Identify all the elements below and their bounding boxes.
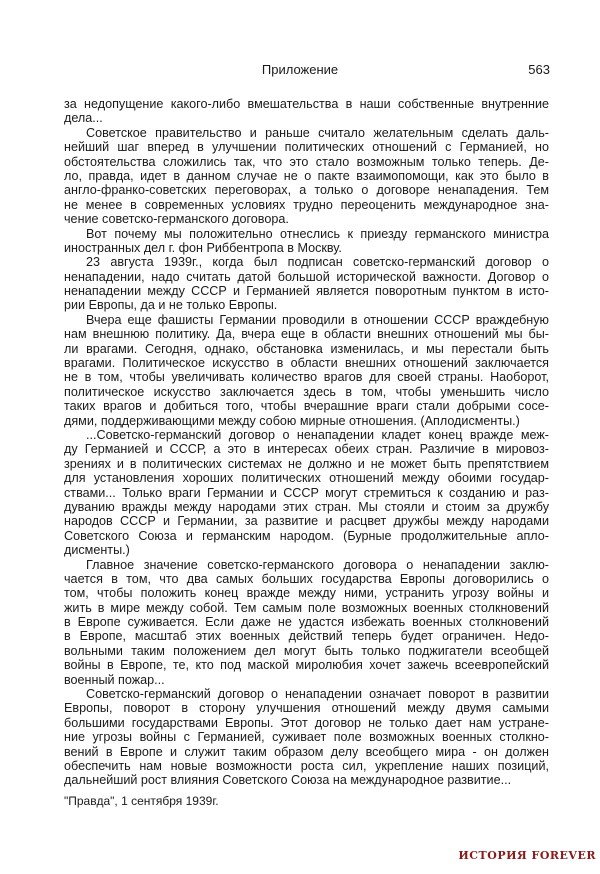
- body-text: [64, 97, 549, 788]
- page-number: 563: [528, 62, 550, 77]
- text-line: Советского Союза и германским народом. (Бурные продолжительные апло-: [64, 528, 549, 543]
- text-line: нам внешнюю политику. Да, вчера еще в области внешних отношений мы бы-: [64, 327, 549, 342]
- text-line: за недопущение какого-либо вмешательства в наши собственные внутренние: [64, 97, 549, 111]
- text-line: таких врагов и добиться того, чтобы вчерашние враги стали добрыми сосе-: [64, 399, 549, 414]
- paragraph: [64, 227, 549, 256]
- text-line: ло, правда, идет в данном случае не о пакте взаимопомощи, как это было в: [64, 168, 549, 183]
- running-header: Приложение: [261, 62, 339, 77]
- text-line: ли врагами. Сегодня, однако, обстановка изменилась, и мы перестали быть: [64, 341, 549, 356]
- text-line: вольными таким положением дел могут быть только поджигатели всеобщей: [64, 643, 549, 658]
- paragraph: [64, 428, 549, 558]
- text-line: обеспечить нам новые возможности роста сил, укрепление наших позиций,: [64, 758, 549, 773]
- text-line: политическое искусство заключается здесь в том, чтобы уменьшить число: [64, 384, 549, 399]
- text-line: иностранных дел г. фон Риббентропа в Москву.: [64, 240, 342, 255]
- text-line: ненападении, надо считать датой большой исторической важности. Договор о: [64, 269, 549, 284]
- text-line: Вчера еще фашисты Германии проводили в отношении СССР враждебную: [86, 312, 549, 327]
- text-line: обстоятельства сложились так, что это стало возможным только теперь. Де-: [64, 154, 549, 169]
- text-line: ние угрозы войны с Германией, суживает поле возможных военных столкно-: [64, 730, 549, 745]
- text-line: дисменты.): [64, 543, 130, 558]
- text-line: нейший шаг вперед в улучшении политических отношений с Германией, но: [64, 140, 549, 155]
- text-line: для установления хороших политических отношений между обоими государ-: [64, 471, 549, 486]
- paragraph: [64, 558, 549, 688]
- paragraph: [64, 97, 549, 126]
- text-line: англо-франко-советских переговорах, а только о договоре ненападения. Тем: [64, 183, 549, 198]
- text-line: Главное значение советско-германского договора о ненападении заклю-: [86, 557, 549, 572]
- text-line: ствами... Только враги Германии и СССР могут стремиться к созданию и раз-: [64, 485, 549, 500]
- text-line: 23 августа 1939г., когда был подписан советско-германский договор о: [86, 255, 549, 270]
- text-line: Советское правительство и раньше считало желательным сделать даль-: [86, 125, 549, 140]
- text-line: Вот почему мы положительно отнеслись к приезду германского министра: [86, 226, 549, 241]
- text-line: не менее в современных условиях трудно переоценить международное зна-: [64, 197, 549, 212]
- text-line: в Европе суживается. Если даже не удастся избежать военных столкновений: [64, 615, 549, 630]
- text-line: дела...: [64, 111, 103, 126]
- text-line: народов СССР и Германии, за развитие и расцвет дружбы между народами: [64, 514, 549, 529]
- text-line: чение советско-германского договора.: [64, 212, 289, 227]
- text-line: ...Советско-германский договор о ненападении кладет конец вражде меж-: [86, 427, 549, 442]
- paragraph: [64, 313, 549, 428]
- content: [64, 97, 549, 808]
- text-line: ду Германией и СССР, а это в интересах обеих стран. Различие в мировоз-: [64, 442, 549, 457]
- text-line: чается в том, что два самых больших государства Европы договорились о: [64, 571, 549, 586]
- paragraph: [64, 126, 549, 227]
- text-line: Советско-германский договор о ненападении означает поворот в развитии: [86, 687, 549, 702]
- text-line: военный пожар...: [64, 672, 165, 687]
- text-line: в Европе, масштаб этих военных действий теперь будет ограничен. Недо-: [64, 629, 549, 644]
- paragraph: [64, 255, 549, 313]
- text-line: рии Европы, да и не только Европы.: [64, 298, 278, 313]
- text-line: зрениях и в политических системах не должно и не может быть препятствием: [64, 456, 549, 471]
- text-line: не в том, чтобы увеличивать количество врагов для своей страны. Наоборот,: [64, 370, 549, 385]
- text-line: ненападении между СССР и Германией является поворотным пунктом в исто-: [64, 284, 549, 299]
- watermark-logo: ИСТОРИЯ FOREVER: [458, 849, 596, 862]
- text-line: войны в Европе, те, кто под маской миролюбия хочет зажечь всеевропейский: [64, 658, 549, 673]
- text-line: большими государствами Европы. Этот договор не только дает нам устране-: [64, 715, 549, 730]
- text-line: Европы, поворот в сторону улучшения отношений между двумя самыми: [64, 701, 549, 716]
- text-line: дальнейший рост влияния Советского Союза на международное развитие...: [64, 773, 512, 788]
- source-citation: "Правда", 1 сентября 1939г.: [64, 793, 219, 808]
- text-line: жить в мире между собой. Тем самым поле возможных военных столкновений: [64, 600, 549, 615]
- text-line: врагами. Политическое искусство в области внешних отношений заключается: [64, 356, 549, 371]
- text-line: дями, поддерживающими между собою мирные отношения. (Аплодисменты.): [64, 413, 520, 428]
- text-line: дуванию вражды между народами этих стран. Мы стояли и стоим за дружбу: [64, 499, 549, 514]
- text-line: том, чтобы положить конец вражде между ними, устранить угрозу войны и: [64, 586, 549, 601]
- text-line: вений в Европе и служит таким образом делу всеобщего мира - он должен: [64, 744, 549, 759]
- paragraph: [64, 687, 549, 788]
